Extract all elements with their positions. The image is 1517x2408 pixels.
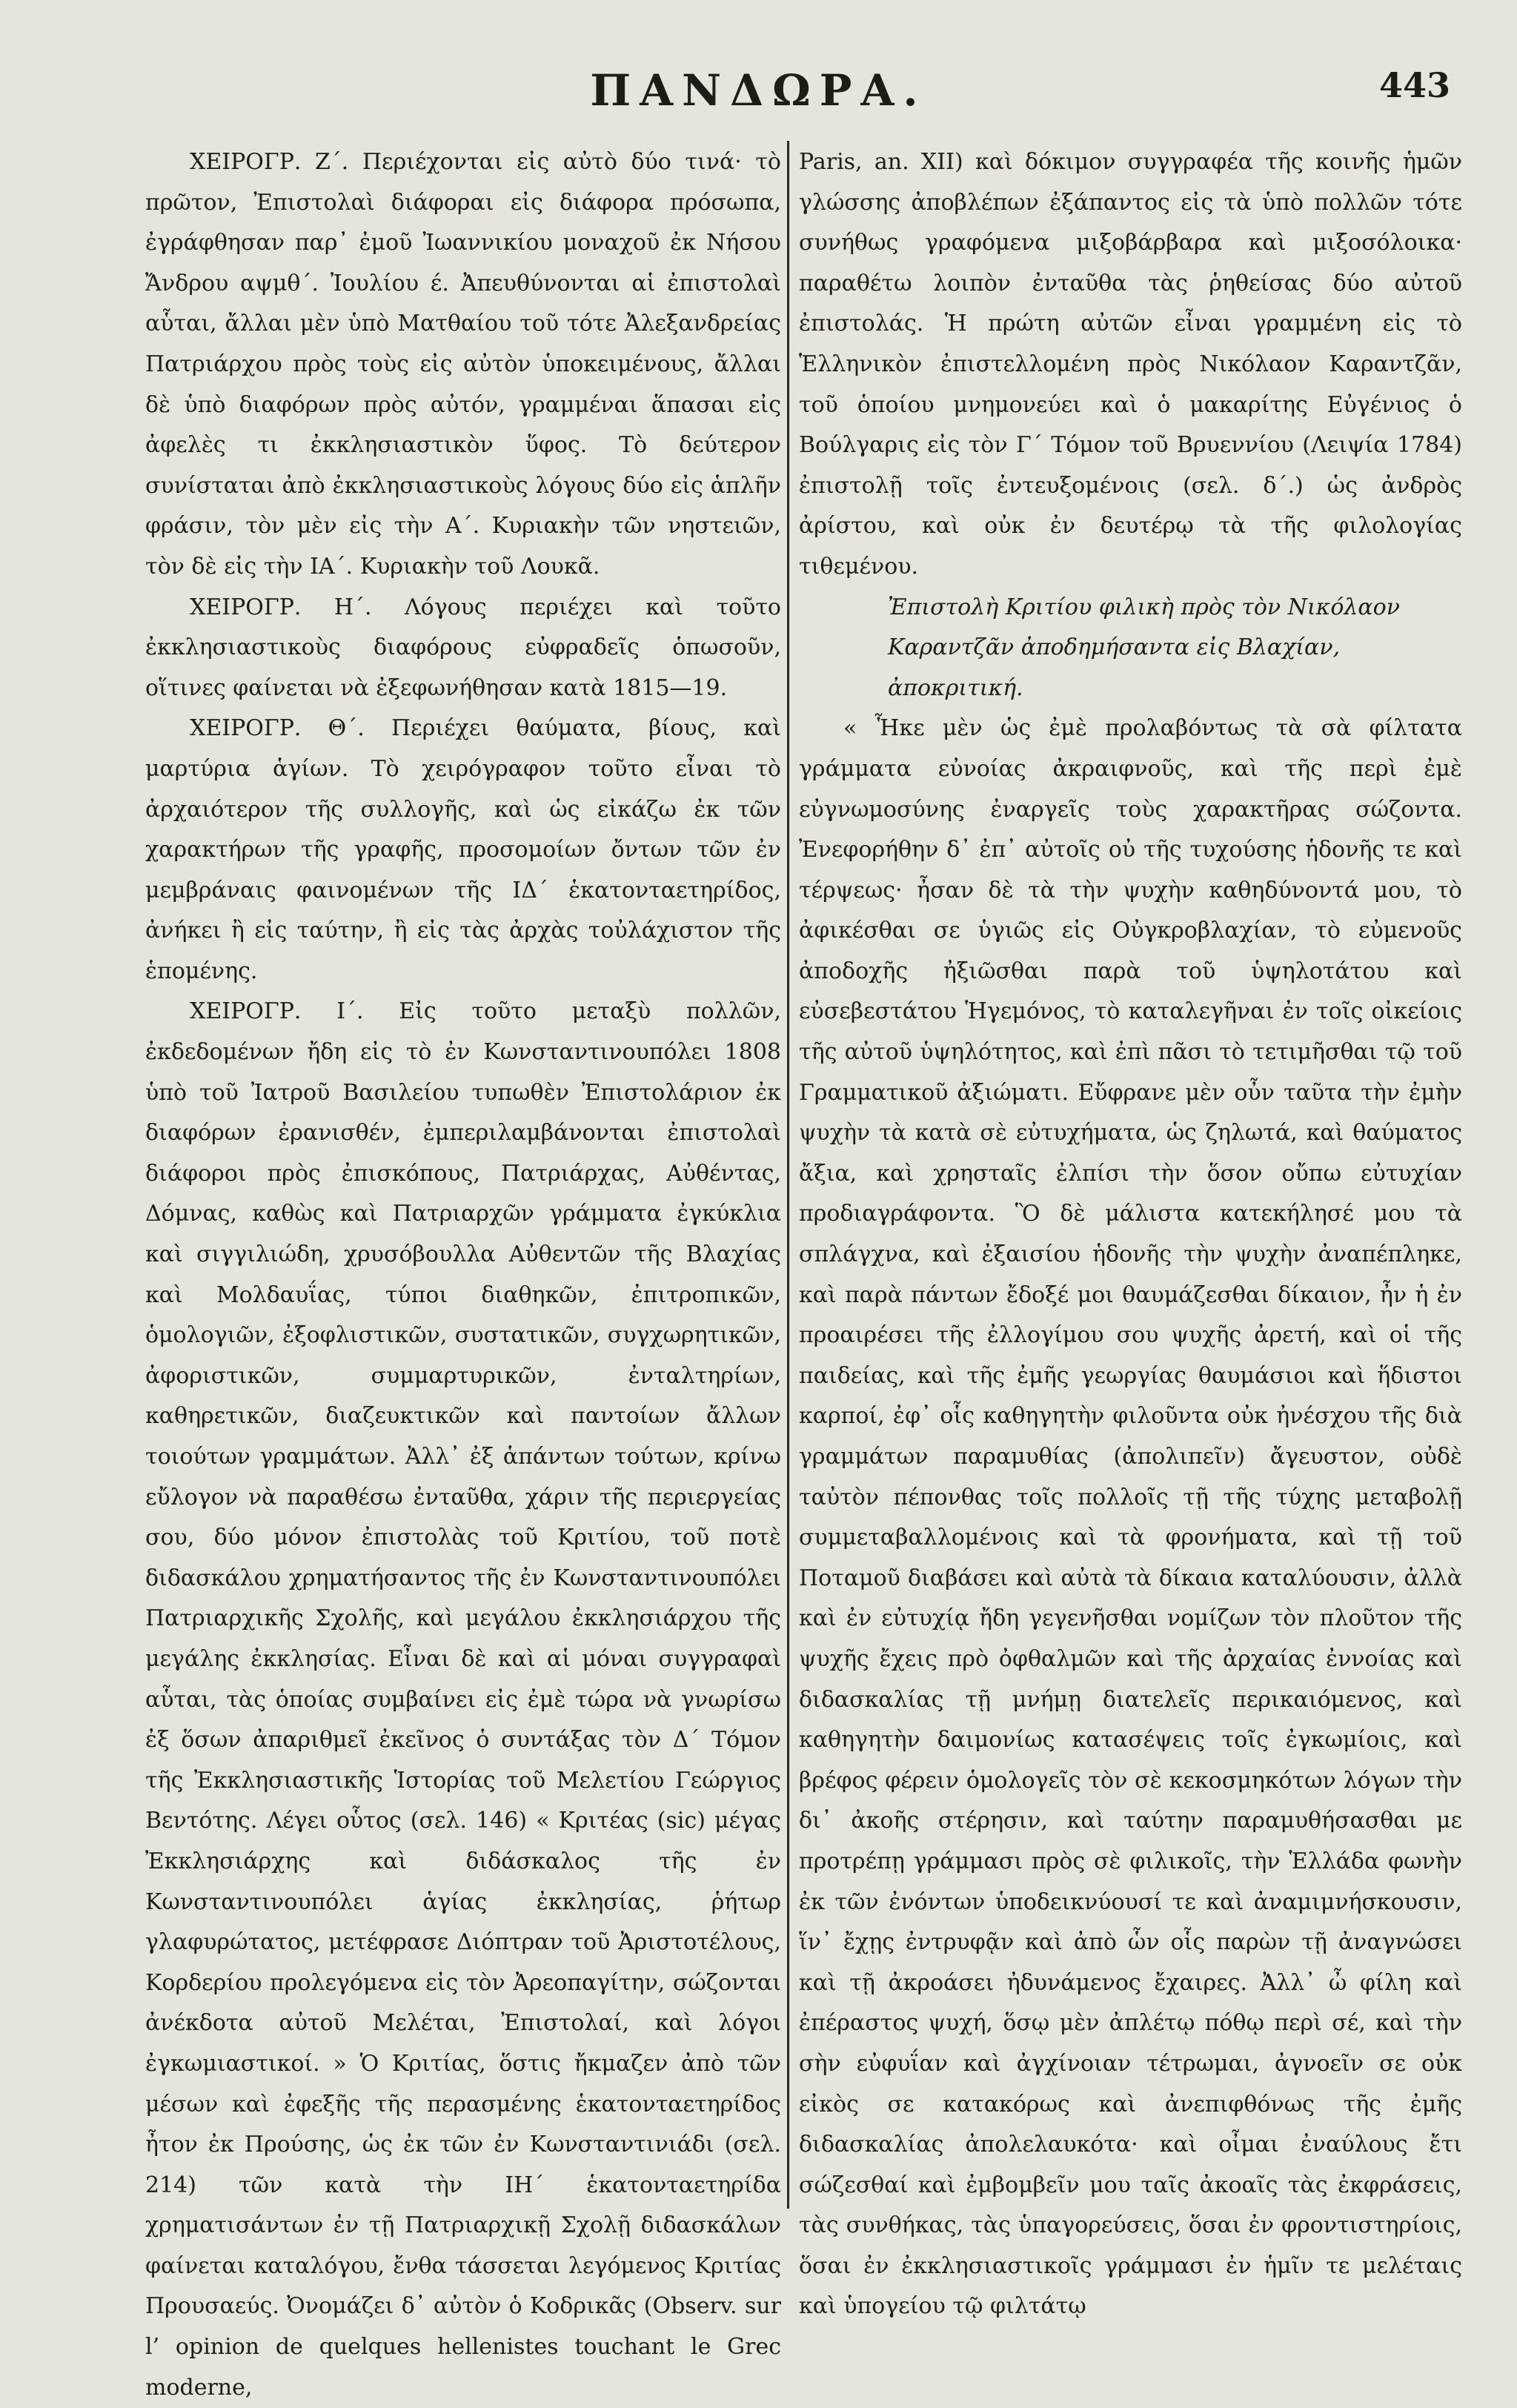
left-column — [145, 142, 781, 2401]
letter-title: Ἐπιστολὴ Κριτίου φιλικὴ πρὸς τὸν Νικόλαον Καραντζᾶν ἀποδημήσαντα εἰς Βλαχίαν, ἀποκριτική. — [888, 594, 1400, 701]
right-intro-paragraph: Paris, an. XII) καὶ δόκιμον συγγραφέα τῆς κοινῆς ἡμῶν γλώσσης ἀποβλέπων ἐξάπαντος εἰς τὰ ὑπὸ πολλῶν τότε συνήθως γραφόμενα μιξοβάρβαρα καὶ μιξοσόλοικα· παραθέτω λοιπὸν ἐνταῦθα τὰς ῥηθείσας δύο αὐτοῦ ἐπιστολάς. Ἡ πρώτη αὐτῶν εἶναι γραμμένη εἰς τὸ Ἑλληνικὸν ἐπιστελλομένη πρὸς Νικόλαον Καραντζᾶν, τοῦ ὁποίου μνημονεύει καὶ ὁ μακαρίτης Εὐγένιος ὁ Βούλγαρις εἰς τὸν Γ΄ Τόμον τοῦ Βρυεννίου (Λειψία 1784) ἐπιστολῇ τοῖς ἐντευξομένοις (σελ. δ΄.) ὡς ἀνδρὸς ἀρίστου, καὶ οὐκ ἐν δευτέρῳ τὰ τῆς φιλολογίας τιθεμένου. — [799, 149, 1462, 580]
manuscript-entry-7: ΧΕΙΡΟΓΡ. Ζ΄. Περιέχονται εἰς αὐτὸ δύο τινά· τὸ πρῶτον, Ἐπιστολαὶ διάφοραι εἰς διάφορα πρόσωπα, ἐγράφθησαν παρ᾽ ἐμοῦ Ἰωαννικίου μοναχοῦ ἐκ Νήσου Ἄνδρου αψμθ΄. Ἰουλίου έ. Ἀπευθύνονται αἱ ἐπιστολαὶ αὗται, ἄλλαι μὲν ὑπὸ Ματθαίου τοῦ τότε Ἀλεξανδρείας Πατριάρχου πρὸς τοὺς εἰς αὐτὸν ὑποκειμένους, ἄλλαι δὲ ὑπὸ διαφόρων πρὸς αὐτόν, γραμμέναι ἅπασαι εἰς ἀφελὲς τι ἐκκλησιαστικὸν ὕφος. Τὸ δεύτερον συνίσταται ἀπὸ ἐκκλησιαστικοὺς λόγους δύο εἰς ἁπλῆν φράσιν, τὸν μὲν εἰς τὴν Α΄. Κυριακὴν τῶν νηστειῶν, τὸν δὲ εἰς τὴν ΙΑ΄. Κυριακὴν τοῦ Λουκᾶ. — [145, 149, 781, 580]
manuscript-entry-8: ΧΕΙΡΟΓΡ. Η΄. Λόγους περιέχει καὶ τοῦτο ἐκκλησιαστικοὺς διαφόρους εὐφραδεῖς ὁπωσοῦν, οἵτινες φαίνεται νὰ ἐξεφωνήθησαν κατὰ 1815—19. — [145, 594, 781, 701]
running-title: ΠΑΝΔΩΡΑ. — [590, 65, 927, 116]
page-number: 443 — [1378, 65, 1450, 105]
manuscript-entry-10: ΧΕΙΡΟΓΡ. Ι΄. Εἰς τοῦτο μεταξὺ πολλῶν, ἐκδεδομένων ἤδη εἰς τὸ ἐν Κωνσταντινουπόλει 1808 ὑπὸ τοῦ Ἰατροῦ Βασιλείου τυπωθὲν Ἐπιστολάριον ἐκ διαφόρων ἐρανισθέν, ἐμπεριλαμβάνονται ἐπιστολαὶ διάφοροι πρὸς ἐπισκόπους, Πατριάρχας, Αὐθέντας, Δόμνας, καθὼς καὶ Πατριαρχῶν γράμματα ἐγκύκλια καὶ σιγγιλιώδη, χρυσόβουλλα Αὐθεντῶν τῆς Βλαχίας καὶ Μολδαυΐας, τύποι διαθηκῶν, ἐπιτροπικῶν, ὁμολογιῶν, ἐξοφλιστικῶν, συστατικῶν, συγχωρητικῶν, ἀφοριστικῶν, συμμαρτυρικῶν, ἐνταλτηρίων, καθηρετικῶν, διαζευκτικῶν καὶ παντοίων ἄλλων τοιούτων γραμμάτων. Ἀλλ᾽ ἐξ ἁπάντων τούτων, κρίνω εὔλογον νὰ παραθέσω ἐνταῦθα, χάριν τῆς περιεργείας σου, δύο μόνον ἐπιστολὰς τοῦ Κριτίου, τοῦ ποτὲ διδασκάλου χρηματήσαντος τῆς ἐν Κωνσταντινουπόλει Πατριαρχικῆς Σχολῆς, καὶ μεγάλου ἐκκλησιάρχου τῆς μεγάλης ἐκκλησίας. Εἶναι δὲ καὶ αἱ μόναι συγγραφαὶ αὗται, τὰς ὁποίας συμβαίνει εἰς ἐμὲ τώρα νὰ γνωρίσω ἐξ ὅσων ἀπαριθμεῖ ἐκεῖνος ὁ συντάξας τὸν Δ΄ Τόμον τῆς Ἐκκλησιαστικῆς Ἱστορίας τοῦ Μελετίου Γεώργιος Βεντότης. Λέγει οὗτος (σελ. 146) « Κριτέας (sic) μέγας Ἐκκλησιάρχης καὶ διδάσκαλος τῆς ἐν Κωνσταντινουπόλει ἁγίας ἐκκλησίας, ῥήτωρ γλαφυρώτατος, μετέφρασε Διόπτραν τοῦ Ἀριστοτέλους, Κορδερίου προλεγόμενα εἰς τὸν Ἀρεοπαγίτην, σώζονται ἀνέκδοτα αὐτοῦ Μελέται, Ἐπιστολαί, καὶ λόγοι ἐγκωμιαστικοί. » Ὁ Κριτίας, ὅστις ἤκμαζεν ἀπὸ τῶν μέσων καὶ ἐφεξῆς τῆς περασμένης ἑκατονταετηρίδος ἦτον ἐκ Προύσης, ὡς ἐκ τῶν ἐν Κωνσταντινιάδι (σελ. 214) τῶν κατὰ τὴν ΙΗ΄ ἑκατονταετηρίδα χρηματισάντων ἐν τῇ Πατριαρχικῇ Σχολῇ διδασκάλων φαίνεται καταλόγου, ἔνθα τάσσεται λεγόμενος Κριτίας Προυσαεύς. Ὀνομάζει δ᾽ αὐτὸν ὁ Κοδρικᾶς (Observ. sur l’ opinion de quelques hellenistes touchant le Grec moderne, — [145, 998, 781, 2401]
letter-body: « Ἧκε μὲν ὡς ἐμὲ προλαβόντως τὰ σὰ φίλτατα γράμματα εὐνοίας ἀκραιφνοῦς, καὶ τῆς περὶ ἐμὲ εὐγνωμοσύνης ἐναργεῖς τοὺς χαρακτῆρας σώζοντα. Ἐνεφορήθην δ᾽ ἐπ᾽ αὐτοῖς οὐ τῆς τυχούσης ἡδονῆς τε καὶ τέρψεως· ἦσαν δὲ τὰ τὴν ψυχὴν καθηδύνοντά μου, τὸ ἀφικέσθαι σε ὑγιῶς εἰς Οὐγκροβλαχίαν, τὸ εὐμενοῦς ἀποδοχῆς ἠξιῶσθαι παρὰ τοῦ ὑψηλοτάτου καὶ εὐσεβεστάτου Ἡγεμόνος, τὸ καταλεγῆναι ἐν τοῖς οἰκείοις τῆς αὐτοῦ ὑψηλότητος, καὶ ἐπὶ πᾶσι τὸ τετιμῆσθαι τῷ τοῦ Γραμματικοῦ ἀξιώματι. Εὔφρανε μὲν οὖν ταῦτα τὴν ἐμὴν ψυχὴν τὰ κατὰ σὲ εὐτυχήματα, ὡς ζηλωτά, καὶ θαύματος ἄξια, καὶ χρησταῖς ἐλπίσι τὴν ὅσον οὔπω εὐτυχίαν προδιαγράφοντα. Ὃ δὲ μάλιστα κατεκήλησέ μου τὰ σπλάγχνα, καὶ ἐξαισίου ἡδονῆς τὴν ψυχὴν ἀναπέπληκε, καὶ παρὰ πάντων ἔδοξέ μοι θαυμάζεσθαι δίκαιον, ἦν ἡ ἐν προαιρέσει τῆς ἐλλογίμου σου ψυχῆς ἀρετή, καὶ οἱ τῆς παιδείας, καὶ τῆς ἐμῆς γεωργίας θαυμάσιοι καὶ ἥδιστοι καρποί, ἐφ᾽ οἷς καθηγητὴν φιλοῦντα οὐκ ἠνέσχου τῆς διὰ γραμμάτων παραμυθίας (ἀπολιπεῖν) ἄγευστον, οὐδὲ ταὐτὸν πέπονθας τοῖς πολλοῖς τῇ τῆς τύχης μεταβολῇ συμμεταβαλλομένοις καὶ τὰ φρονήματα, καὶ τῇ τοῦ Ποταμοῦ διαβάσει καὶ αὐτὰ τὰ δίκαια καταλύουσιν, ἀλλὰ καὶ ἐν εὐτυχίᾳ ἤδη γεγενῆσθαι νομίζων τὸν πλοῦτον τῆς ψυχῆς ἔχεις πρὸ ὀφθαλμῶν καὶ τῆς ἀρχαίας ἐννοίας καὶ διδασκαλίας τῇ μνήμῃ διατελεῖς περικαιόμενος, καὶ καθηγητὴν δαιμονίως κατασέψεις τοῖς ἐγκωμίοις, καὶ βρέφος φέρειν ὁμολογεῖς τὸν σὲ κεκοσμηκότων λόγων τὴν δι᾽ ἀκοῆς στέρησιν, καὶ ταύτην παραμυθήσασθαι με προτρέπῃ γράμμασι πρὸς σὲ φιλικοῖς, τὴν Ἑλλάδα φωνὴν ἐκ τῶν ἐνόντων ὑποδεικνύουσί τε καὶ ἀναμιμνήσκουσιν, ἵν᾽ ἔχῃς ἐντρυφᾷν καὶ ἀπὸ ὧν οἷς παρὼν τῇ ἀναγνώσει καὶ τῇ ἀκροάσει ἠδυνάμενος ἔχαιρες. Ἀλλ᾽ ὦ φίλη καὶ ἐπέραστος ψυχή, ὅσῳ μὲν ἀπλέτῳ πόθῳ περὶ σέ, καὶ τὴν σὴν εὐφυΐαν καὶ ἀγχίνοιαν τέτρωμαι, ἀγνοεῖν σε οὐκ εἰκὸς σε κατακόρως καὶ ἀνεπιφθόνως τῆς ἐμῆς διδασκαλίας ἀπολελαυκότα· καὶ οἶμαι ἐναύλους ἔτι σώζεσθαί καὶ ἐμβομβεῖν μου ταῖς ἀκοαῖς τὰς ἐκφράσεις, τὰς συνθήκας, τὰς ὑπαγορεύσεις, ὅσαι ἐν φροντιστηρίοις, ὅσαι ἐν ἐκκλησιαστικοῖς γράμμασι ἐν ἡμῖν τε μελέταις καὶ ὑπογείου τῷ φιλτάτῳ — [799, 715, 1462, 2320]
manuscript-entry-9: ΧΕΙΡΟΓΡ. Θ΄. Περιέχει θαύματα, βίους, καὶ μαρτύρια ἁγίων. Τὸ χειρόγραφον τοῦτο εἶναι τὸ ἀρχαιότερον τῆς συλλογῆς, καὶ ὡς εἰκάζω ἐκ τῶν χαρακτήρων τῆς γραφῆς, προσομοίων ὄντων τῶν ἐν μεμβράναις φαινομένων τῆς ΙΔ΄ ἑκατονταετηρίδος, ἀνήκει ἢ εἰς ταύτην, ἢ εἰς τὰς ἀρχὰς τοὐλάχιστον τῆς ἑπομένης. — [145, 715, 781, 984]
column-divider — [787, 141, 789, 2209]
right-column — [799, 142, 1462, 2320]
